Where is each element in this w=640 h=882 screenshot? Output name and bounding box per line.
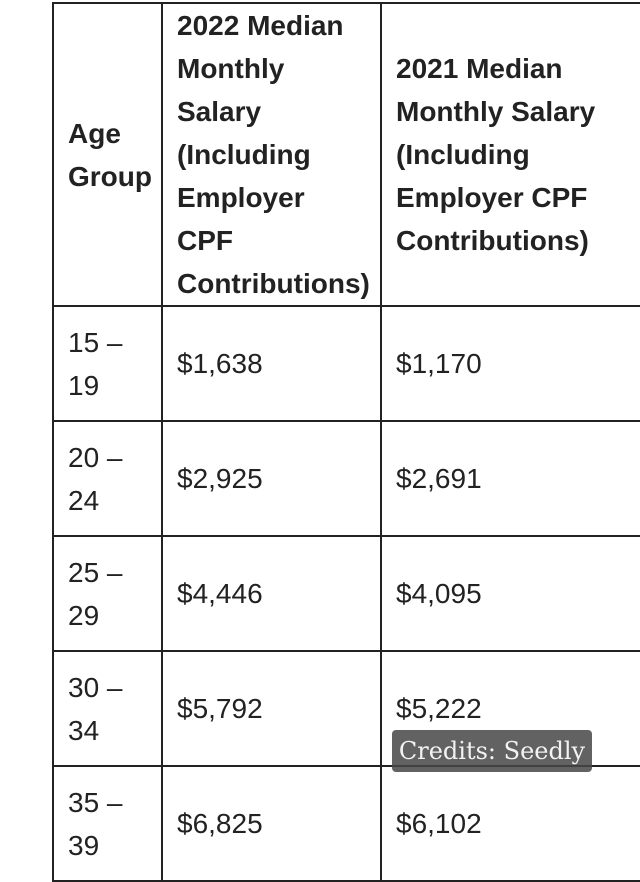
age-group-cell: 35 – 39: [53, 766, 162, 881]
header-2022-salary: 2022 Median Monthly Salary (Including Employer CPF Contributions): [162, 3, 381, 306]
header-2021-salary: 2021 Median Monthly Salary (Including Employer CPF Contributions): [381, 3, 640, 306]
salary-2022-cell: $5,792: [162, 651, 381, 766]
salary-2022-cell: $2,925: [162, 421, 381, 536]
table-row: [53, 306, 640, 421]
salary-2021-cell: $5,222: [381, 651, 640, 766]
age-group-cell: 30 – 34: [53, 651, 162, 766]
salary-2021-cell: $2,691: [381, 421, 640, 536]
salary-2022-cell: $4,446: [162, 536, 381, 651]
table-row: [53, 766, 640, 881]
age-group-cell: 15 – 19: [53, 306, 162, 421]
table-body: [53, 306, 640, 881]
salary-2021-cell: $6,102: [381, 766, 640, 881]
salary-2022-cell: $1,638: [162, 306, 381, 421]
salary-2021-cell: $1,170: [381, 306, 640, 421]
salary-2021-cell: $4,095: [381, 536, 640, 651]
table-header: [53, 3, 640, 306]
credits-watermark: Credits: Seedly: [392, 730, 592, 772]
age-group-cell: 20 – 24: [53, 421, 162, 536]
salary-2022-cell: $6,825: [162, 766, 381, 881]
age-group-cell: 25 – 29: [53, 536, 162, 651]
table-row: [53, 421, 640, 536]
header-row: [53, 3, 640, 306]
table-row: [53, 536, 640, 651]
header-age-group: Age Group: [53, 3, 162, 306]
